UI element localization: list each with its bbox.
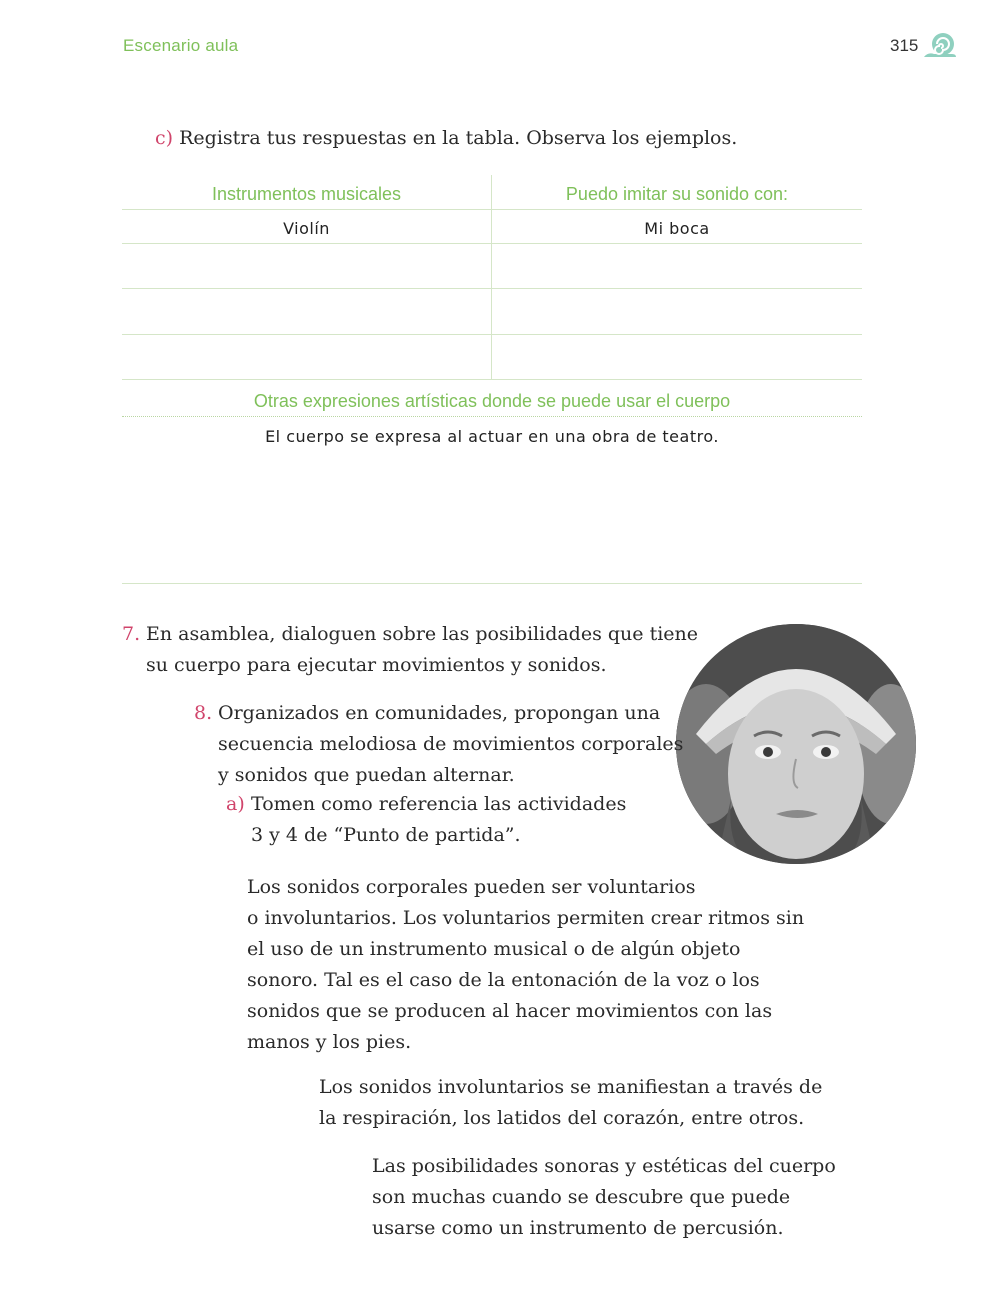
table-rule [122,379,862,380]
text-line: secuencia melodiosa de movimientos corporales [218,733,684,755]
table-column-divider [491,175,492,380]
list-marker: c) [155,127,174,149]
text-line: sonoro. Tal es el caso de la entonación de la voz o los [247,969,760,991]
text-line: son muchas cuando se descubre que puede [372,1186,791,1208]
table-rule [122,583,862,584]
text-line: En asamblea, dialoguen sobre las posibilidades que tiene [146,623,699,645]
table-rule [122,243,862,244]
table-rule [122,416,862,417]
table-header-imitate: Puedo imitar su sonido con: [565,184,789,204]
text-line: Las posibilidades sonoras y estéticas del cuerpo [372,1155,836,1177]
instruction-text: Registra tus respuestas en la tabla. Observa los ejemplos. [179,127,738,149]
text-line: 3 y 4 de “Punto de partida”. [251,824,521,846]
instruction-c [155,127,737,149]
text-line: usarse como un instrumento de percusión. [372,1217,784,1239]
list-marker: a) [226,793,245,815]
text-line: o involuntarios. Los voluntarios permiten crear ritmos sin [247,907,805,929]
text-line: y sonidos que puedan alternar. [218,764,515,786]
table-section-header: Otras expresiones artísticas donde se puede usar el cuerpo [253,391,731,411]
snail-icon [922,30,958,60]
text-line: Los sonidos involuntarios se manifiestan a través de [319,1076,823,1098]
table-rule [122,288,862,289]
text-line: Los sonidos corporales pueden ser voluntarios [247,876,696,898]
table-cell: Mi boca [644,219,710,238]
list-marker: 7. [122,623,141,645]
info-paragraph-percussion [372,1151,836,1244]
info-paragraph-voluntary [247,872,804,1058]
text-line: su cuerpo para ejecutar movimientos y sonidos. [146,654,607,676]
table-header-instruments: Instrumentos musicales [211,184,402,204]
text-line: el uso de un instrumento musical o de algún objeto [247,938,741,960]
text-line: manos y los pies. [247,1031,412,1053]
girl-with-helmet-photo [676,624,916,864]
table-cell: Violín [283,219,330,238]
section-title: Escenario aula [123,36,239,55]
text-line: Organizados en comunidades, propongan una [218,702,661,724]
page-number: 315 [890,36,919,55]
text-line: la respiración, los latidos del corazón, entre otros. [319,1107,805,1129]
list-marker: 8. [194,702,213,724]
text-line: sonidos que se producen al hacer movimientos con las [247,1000,773,1022]
text-line: Tomen como referencia las actividades [251,793,627,815]
table-section-example: El cuerpo se expresa al actuar en una obra de teatro. [265,427,719,446]
table-rule [122,209,862,210]
info-paragraph-involuntary [319,1072,822,1134]
table-rule [122,334,862,335]
